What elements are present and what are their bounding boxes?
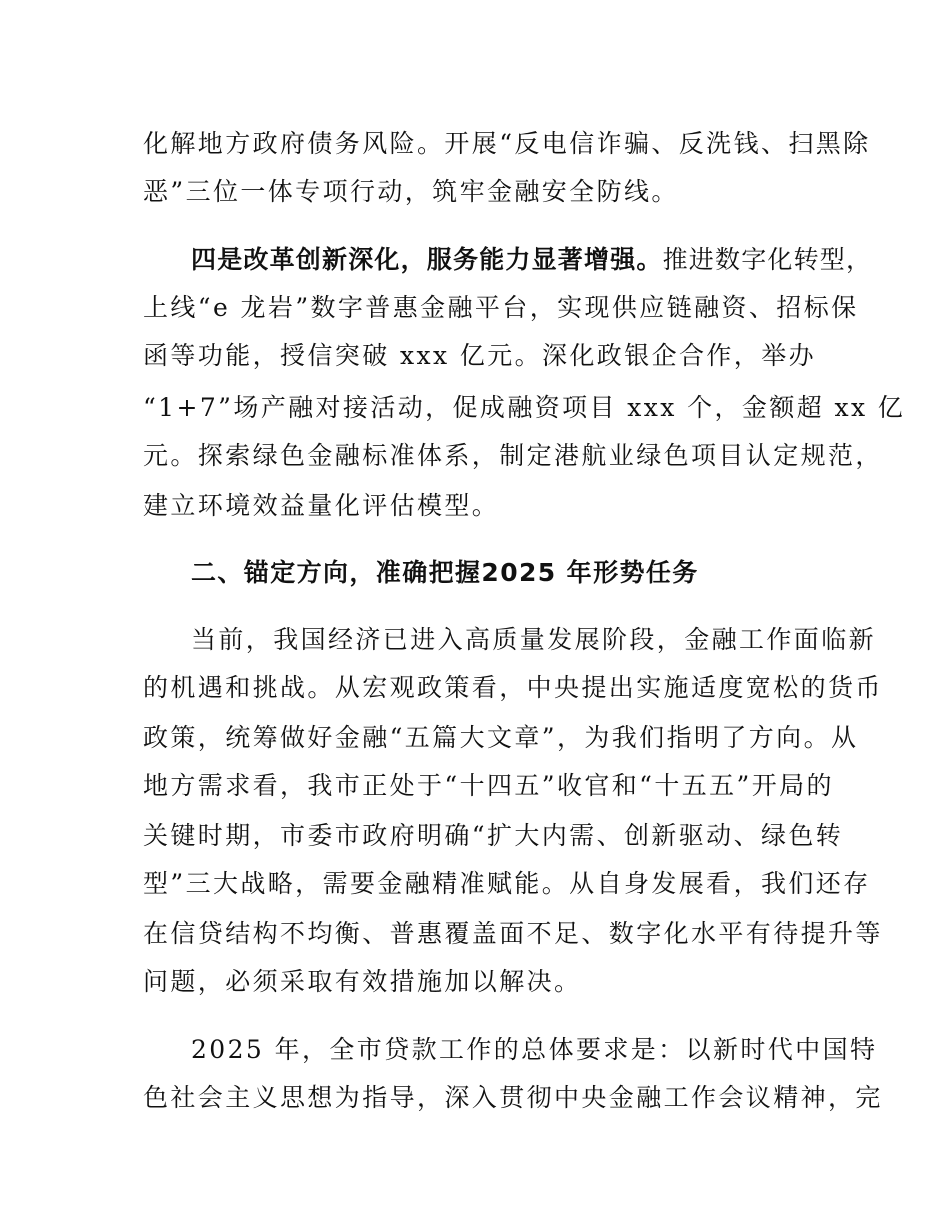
paragraph-3-line-8: 问题，必须采取有效措施加以解决。	[143, 967, 582, 996]
paragraph-3-line-5: 关键时期，市委市政府明确“扩大内需、创新驱动、绿色转	[143, 821, 844, 850]
paragraph-3-line-7: 在信贷结构不均衡、普惠覆盖面不足、数字化水平有待提升等	[143, 919, 883, 948]
paragraph-2-line-4: “1+7”场产融对接活动，促成融资项目 xxx 个，金额超 xx 亿	[143, 393, 906, 422]
paragraph-2-first-line-rest: 推进数字化转型，	[662, 245, 873, 274]
paragraph-3-line-1: 当前，我国经济已进入高质量发展阶段，金融工作面临新	[191, 625, 877, 654]
paragraph-1-line-2: 恶”三位一体专项行动，筑牢金融安全防线。	[143, 177, 679, 206]
paragraph-2-line-5: 元。探索绿色金融标准体系，制定港航业绿色项目认定规范，	[143, 441, 883, 470]
paragraph-2-line-1	[191, 244, 872, 276]
paragraph-4-line-1: 2025 年，全市贷款工作的总体要求是：以新时代中国特	[191, 1035, 878, 1064]
paragraph-4-line-2: 色社会主义思想为指导，深入贯彻中央金融工作会议精神，完	[143, 1083, 883, 1112]
paragraph-2-line-2: 上线“e 龙岩”数字普惠金融平台，实现供应链融资、招标保	[143, 293, 859, 322]
paragraph-2-line-6: 建立环境效益量化评估模型。	[143, 491, 500, 520]
paragraph-3-line-6: 型”三大战略，需要金融精准赋能。从自身发展看，我们还存	[143, 869, 871, 898]
paragraph-3-line-3: 政策，统筹做好金融“五篇大文章”，为我们指明了方向。从	[143, 723, 859, 752]
section-heading: 二、锚定方向，准确把握2025 年形势任务	[191, 558, 699, 587]
paragraph-3-line-4: 地方需求看，我市正处于“十四五”收官和“十五五”开局的	[143, 771, 834, 800]
paragraph-3-line-2: 的机遇和挑战。从宏观政策看，中央提出实施适度宽松的货币	[143, 673, 883, 702]
paragraph-2-bold-lead: 四是改革创新深化，服务能力显著增强。	[191, 245, 663, 274]
paragraph-1-line-1: 化解地方政府债务风险。开展“反电信诈骗、反洗钱、扫黑除	[143, 129, 871, 158]
paragraph-2-line-3: 函等功能，授信突破 xxx 亿元。深化政银企合作，举办	[143, 341, 816, 370]
